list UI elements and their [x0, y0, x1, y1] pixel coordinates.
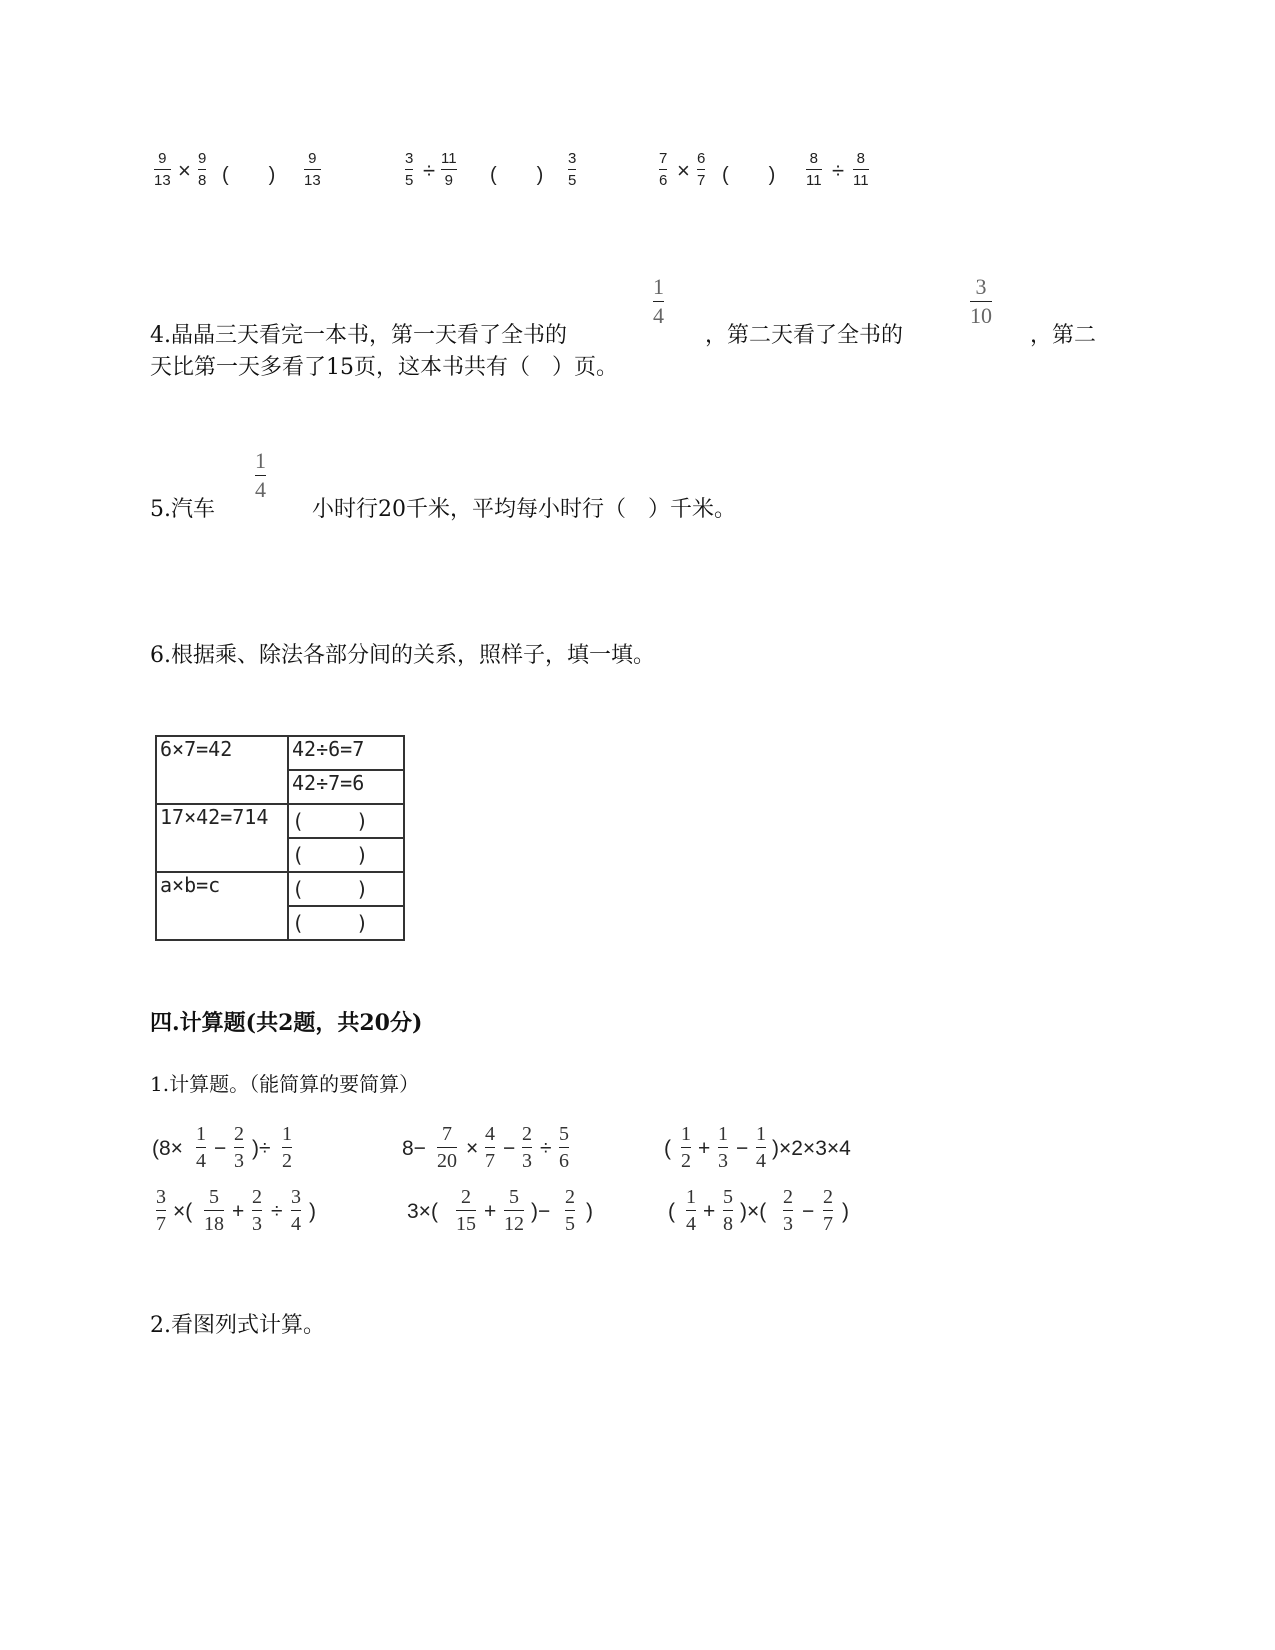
operator: × [178, 158, 191, 183]
fraction: 1 4 [686, 1186, 696, 1235]
answer-cell[interactable]: ( ) [288, 838, 404, 872]
table-cell: 6×7=42 [156, 736, 288, 804]
answer-blank[interactable]: ( ) [722, 164, 776, 186]
fraction: 7 6 [659, 150, 668, 189]
question-text: 天比第一天多看了15页，这本书共有（ ）页。 [150, 355, 618, 380]
fraction: 5 12 [504, 1186, 524, 1235]
fraction: 2 15 [456, 1186, 476, 1235]
fraction: 1 3 [718, 1123, 728, 1172]
fraction: 3 5 [568, 150, 577, 189]
question-text: 2.看图列式计算。 [150, 1313, 325, 1338]
fraction: 11 9 [441, 150, 457, 189]
operator: × [677, 158, 690, 183]
fraction: 8 11 [853, 150, 869, 189]
operator: ÷ [832, 158, 845, 183]
table-cell: 42÷7=6 [288, 770, 404, 804]
fraction: 5 8 [723, 1186, 733, 1235]
table-cell: 17×42=714 [156, 804, 288, 872]
table-cell: a×b=c [156, 872, 288, 940]
fraction: 2 3 [234, 1123, 244, 1172]
question-text: ，第二 [1030, 323, 1097, 348]
fraction: 1 4 [756, 1123, 766, 1172]
question-text: 小时行20千米，平均每小时行（ ）千米。 [312, 497, 736, 522]
answer-blank[interactable]: ( ) [490, 164, 544, 186]
relation-table [155, 735, 405, 941]
fraction: 1 4 [196, 1123, 206, 1172]
fraction: 3 5 [405, 150, 414, 189]
fraction: 3 10 [970, 274, 992, 328]
fraction: 2 3 [522, 1123, 532, 1172]
question-text: 4.晶晶三天看完一本书，第一天看了全书的 [150, 323, 567, 348]
answer-cell[interactable]: ( ) [288, 906, 404, 940]
fraction: 1 4 [255, 448, 266, 502]
fraction: 9 13 [304, 150, 321, 189]
fraction: 2 7 [823, 1186, 833, 1235]
fraction: 2 5 [565, 1186, 575, 1235]
question-text: 5.汽车 [150, 497, 215, 522]
fraction: 9 8 [198, 150, 207, 189]
fraction: 1 2 [282, 1123, 292, 1172]
operator: ÷ [423, 158, 436, 183]
answer-cell[interactable]: ( ) [288, 804, 404, 838]
fraction: 2 3 [783, 1186, 793, 1235]
answer-cell[interactable]: ( ) [288, 872, 404, 906]
fraction: 1 2 [681, 1123, 691, 1172]
question-6-text: 6.根据乘、除法各部分间的关系，照样子，填一填。 [150, 643, 655, 668]
fraction: 7 20 [437, 1123, 457, 1172]
question-text: 1.计算题。（能简算的要简算） [150, 1072, 420, 1096]
fraction: 9 13 [154, 150, 171, 189]
fraction: 5 18 [204, 1186, 224, 1235]
table-cell: 42÷6=7 [288, 736, 404, 770]
answer-blank[interactable]: ( ) [222, 164, 276, 186]
fraction: 1 4 [653, 274, 664, 328]
fraction: 6 7 [697, 150, 706, 189]
fraction: 3 7 [156, 1186, 166, 1235]
question-text: ，第二天看了全书的 [705, 323, 904, 348]
fraction: 8 11 [806, 150, 822, 189]
section-heading: 四.计算题(共2题，共20分) [150, 1010, 423, 1036]
fraction: 5 6 [559, 1123, 569, 1172]
fraction: 3 4 [291, 1186, 301, 1235]
fraction: 2 3 [252, 1186, 262, 1235]
fraction: 4 7 [485, 1123, 495, 1172]
